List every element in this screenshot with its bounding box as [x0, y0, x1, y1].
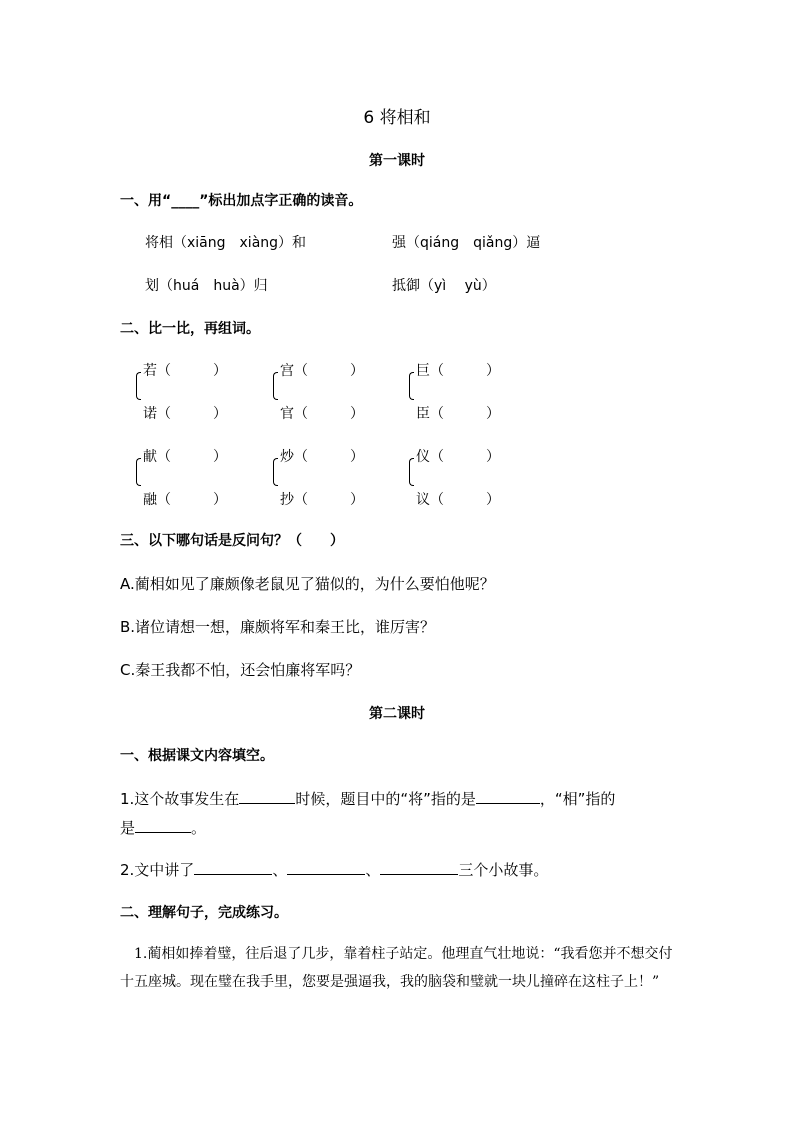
lesson-2-heading: 第二课时 [369, 706, 425, 722]
pair-word-top: 炒（ ） [280, 449, 364, 465]
fill-blank[interactable] [287, 860, 365, 875]
pair-brace [273, 458, 278, 486]
pair-word-bottom: 官（ ） [280, 406, 364, 422]
pair-brace [409, 372, 414, 400]
fill-text: 、 [272, 861, 288, 879]
pair-word-bottom: 抄（ ） [280, 492, 364, 508]
fill-blank[interactable] [135, 818, 191, 833]
pair-word-bottom: 诺（ ） [143, 406, 227, 422]
fill-item-2 [120, 859, 548, 880]
pair-word-bottom: 融（ ） [143, 492, 227, 508]
pair-word-top: 若（ ） [143, 363, 227, 379]
option-c: C.秦王我都不怕，还会怕廉将军吗？ [120, 661, 361, 679]
fill-text: 是 [120, 819, 136, 837]
page-title: 6 将相和 [363, 108, 431, 128]
fill-text: 三个小故事。 [458, 861, 549, 879]
q3-heading: 三、以下哪句话是反问句？（ ） [120, 533, 344, 549]
fill-blank[interactable] [239, 789, 295, 804]
fill-blank[interactable] [476, 789, 540, 804]
pair-brace [136, 458, 141, 486]
pair-word-bottom: 议（ ） [416, 492, 500, 508]
pair-word-top: 献（ ） [143, 449, 227, 465]
pair-brace [136, 372, 141, 400]
fill-item-1-cont [120, 817, 206, 838]
pair-brace [409, 458, 414, 486]
comprehension-heading: 二、理解句子，完成练习。 [120, 905, 288, 921]
fill-blank[interactable] [380, 860, 458, 875]
pinyin-item-2: 强（qiáng qiǎng）逼 [392, 235, 541, 251]
pair-word-bottom: 臣（ ） [416, 406, 500, 422]
pair-word-top: 仪（ ） [416, 449, 500, 465]
pair-brace [273, 372, 278, 400]
option-a: A.蔺相如见了廉颇像老鼠见了猫似的，为什么要怕他呢？ [120, 575, 495, 593]
pinyin-item-3: 划（huá huà）归 [145, 278, 268, 294]
pinyin-item-1: 将相（xiāng xiàng）和 [145, 235, 307, 251]
fill-text: 2.文中讲了 [120, 861, 195, 879]
q2-heading: 二、比一比，再组词。 [120, 321, 260, 337]
fill-text: ，“相”指的 [539, 790, 616, 808]
fill-blank[interactable] [194, 860, 272, 875]
lesson-1-heading: 第一课时 [369, 153, 425, 169]
fill-text: 、 [365, 861, 381, 879]
q1-heading: 一、用“____”标出加点字正确的读音。 [120, 193, 363, 209]
fill-heading: 一、根据课文内容填空。 [120, 748, 274, 764]
fill-text: 时候，题目中的“将”指的是 [295, 790, 476, 808]
pinyin-item-4: 抵御（yì yù） [392, 278, 496, 294]
passage-text: 1.蔺相如捧着璧，往后退了几步，靠着柱子站定。他理直气壮地说：“我看您并不想交付十五座城。现在璧在我手里，您要是强逼我，我的脑袋和璧就一块儿撞碎在这柱子上！” [120, 946, 673, 990]
fill-text: 1.这个故事发生在 [120, 790, 240, 808]
fill-text: 。 [191, 819, 207, 837]
pair-word-top: 宫（ ） [280, 363, 364, 379]
option-b: B.诸位请想一想，廉颇将军和秦王比，谁厉害？ [120, 618, 436, 636]
fill-item-1 [120, 788, 615, 809]
pair-word-top: 巨（ ） [416, 363, 500, 379]
